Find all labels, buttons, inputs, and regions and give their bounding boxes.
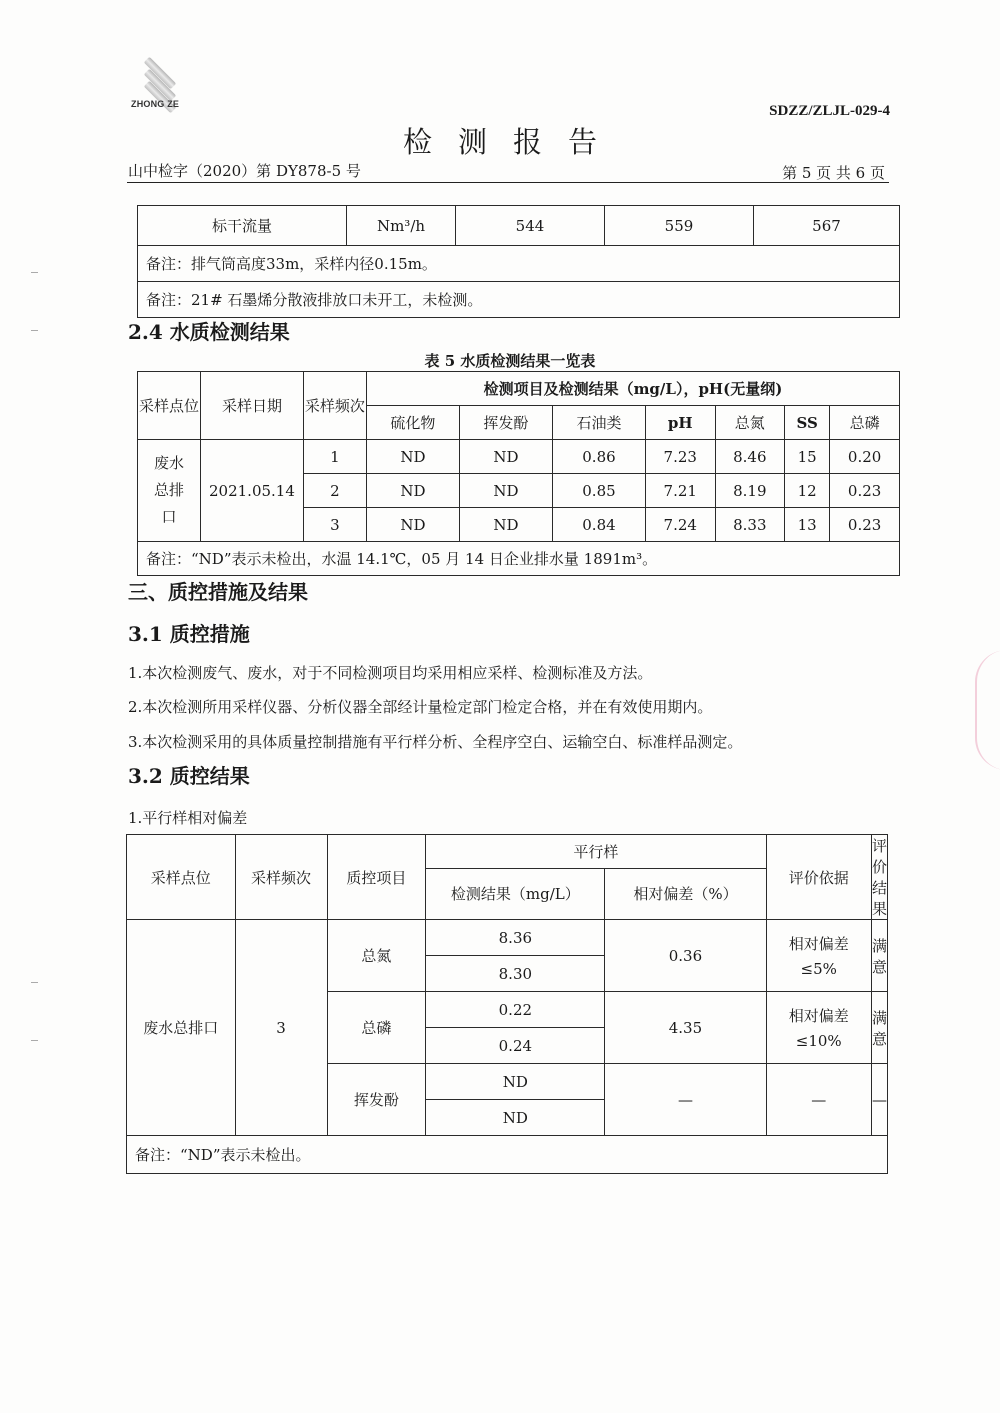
basis-line: 相对偏差 — [788, 935, 849, 953]
report-number: 山中检字（2020）第 DY878-5 号 — [128, 162, 361, 180]
cell: 4.35 — [605, 992, 766, 1064]
cell: ND — [459, 474, 552, 508]
page-info: 第 5 页 共 6 页 — [782, 164, 885, 182]
header-point: 采样点位 — [127, 835, 236, 920]
cell: 0.23 — [830, 474, 900, 508]
table-caption: 表 5 水质检测结果一览表 — [424, 352, 596, 370]
paragraph: 1.平行样相对偏差 — [128, 809, 248, 827]
header-item: 挥发酚 — [459, 406, 552, 440]
scan-mark — [31, 272, 38, 273]
scan-mark — [31, 982, 38, 983]
cell: 8.33 — [715, 508, 785, 542]
header-parallel: 平行样 — [426, 835, 766, 869]
scan-mark — [31, 330, 38, 331]
cell: 总氮 — [327, 920, 426, 992]
cell: 0.86 — [552, 440, 645, 474]
cell: ND — [426, 1100, 605, 1136]
section-heading: 三、质控措施及结果 — [128, 580, 308, 604]
cell: ND — [366, 440, 459, 474]
cell: 满意 — [871, 920, 887, 992]
table-row — [138, 440, 900, 474]
cell: ND — [459, 508, 552, 542]
header-item: 质控项目 — [327, 835, 426, 920]
header-item: pH — [645, 406, 715, 440]
cell: 满意 — [871, 992, 887, 1064]
cell: 挥发酚 — [327, 1064, 426, 1136]
cell: 7.23 — [645, 440, 715, 474]
qc-table — [126, 834, 888, 1174]
header-point: 采样点位 — [138, 372, 201, 440]
cell: 12 — [785, 474, 830, 508]
table-note: 备注：21# 石墨烯分散液排放口未开工，未检测。 — [138, 282, 900, 318]
cell: 8.19 — [715, 474, 785, 508]
point-cell: 废水总排口 — [127, 920, 236, 1136]
cell: 7.21 — [645, 474, 715, 508]
header-item: 总氮 — [715, 406, 785, 440]
document-code: SDZZ/ZLJL-029-4 — [769, 103, 890, 119]
freq-cell: 3 — [235, 920, 327, 1136]
cell: 8.46 — [715, 440, 785, 474]
document-title: 检测报告 — [402, 125, 623, 159]
table-note: 备注：“ND”表示未检出，水温 14.1℃，05 月 14 日企业排水量 1891m³。 — [138, 542, 900, 576]
table-row — [138, 282, 900, 318]
cell — [766, 992, 871, 1064]
logo-text: ZHONG ZE — [131, 99, 180, 109]
paragraph: 2.本次检测所用采样仪器、分析仪器全部经计量检定部门检定合格，并在有效使用期内。 — [128, 698, 713, 716]
seal-stamp-fragment — [975, 650, 1000, 770]
date-cell: 2021.05.14 — [201, 440, 304, 542]
cell — [766, 920, 871, 992]
header-item: 总磷 — [830, 406, 900, 440]
header-basis: 评价依据 — [766, 835, 871, 920]
header-item: 石油类 — [552, 406, 645, 440]
table-note: 备注：排气筒高度33m，采样内径0.15m。 — [138, 246, 900, 282]
cell: — — [766, 1064, 871, 1136]
water-quality-table — [137, 371, 900, 576]
cell: 标干流量 — [138, 206, 347, 246]
header-freq: 采样频次 — [303, 372, 366, 440]
cell: ND — [366, 474, 459, 508]
table-note: 备注：“ND”表示未检出。 — [127, 1136, 888, 1174]
point-cell: 废水总排口 — [138, 440, 201, 542]
header-freq: 采样频次 — [235, 835, 327, 920]
exhaust-table-continued — [137, 205, 900, 318]
header-deviation: 相对偏差（%） — [605, 869, 766, 920]
cell: 0.22 — [426, 992, 605, 1028]
cell: 8.30 — [426, 956, 605, 992]
header-item: SS — [785, 406, 830, 440]
paragraph: 1.本次检测废气、废水，对于不同检测项目均采用相应采样、检测标准及方法。 — [128, 664, 653, 682]
header-group: 检测项目及检测结果（mg/L），pH(无量纲) — [366, 372, 899, 406]
cell: 567 — [754, 206, 900, 246]
subsection-heading: 3.2 质控结果 — [128, 764, 250, 788]
cell: 1 — [303, 440, 366, 474]
paragraph: 3.本次检测采用的具体质量控制措施有平行样分析、全程序空白、运输空白、标准样品测定。 — [128, 733, 743, 751]
cell: — — [605, 1064, 766, 1136]
cell: 15 — [785, 440, 830, 474]
cell: 8.36 — [426, 920, 605, 956]
table-header-row — [138, 372, 900, 406]
cell: Nm³/h — [347, 206, 456, 246]
basis-line: ≤10% — [795, 1032, 842, 1050]
cell: 7.24 — [645, 508, 715, 542]
cell: ND — [426, 1064, 605, 1100]
table-row — [138, 206, 900, 246]
cell: 总磷 — [327, 992, 426, 1064]
scan-mark — [31, 1040, 38, 1041]
table-row — [138, 246, 900, 282]
header-item: 硫化物 — [366, 406, 459, 440]
cell: ND — [366, 508, 459, 542]
cell: 3 — [303, 508, 366, 542]
cell: 13 — [785, 508, 830, 542]
cell: 0.36 — [605, 920, 766, 992]
cell: 0.20 — [830, 440, 900, 474]
header-divider — [127, 182, 889, 183]
cell: 0.23 — [830, 508, 900, 542]
section-heading: 2.4 水质检测结果 — [128, 320, 290, 344]
table-row — [127, 1136, 888, 1174]
table-row — [138, 542, 900, 576]
table-header-row — [127, 835, 888, 869]
cell: 2 — [303, 474, 366, 508]
header-result: 检测结果（mg/L） — [426, 869, 605, 920]
header-date: 采样日期 — [201, 372, 304, 440]
subsection-heading: 3.1 质控措施 — [128, 622, 250, 646]
cell: ND — [459, 440, 552, 474]
header-eval: 评价结果 — [871, 835, 887, 920]
basis-line: ≤5% — [800, 960, 837, 978]
cell: 544 — [456, 206, 605, 246]
cell: 0.24 — [426, 1028, 605, 1064]
cell: — — [871, 1064, 887, 1136]
cell: 0.84 — [552, 508, 645, 542]
cell: 0.85 — [552, 474, 645, 508]
cell: 559 — [605, 206, 754, 246]
basis-line: 相对偏差 — [788, 1007, 849, 1025]
table-row — [127, 920, 888, 956]
